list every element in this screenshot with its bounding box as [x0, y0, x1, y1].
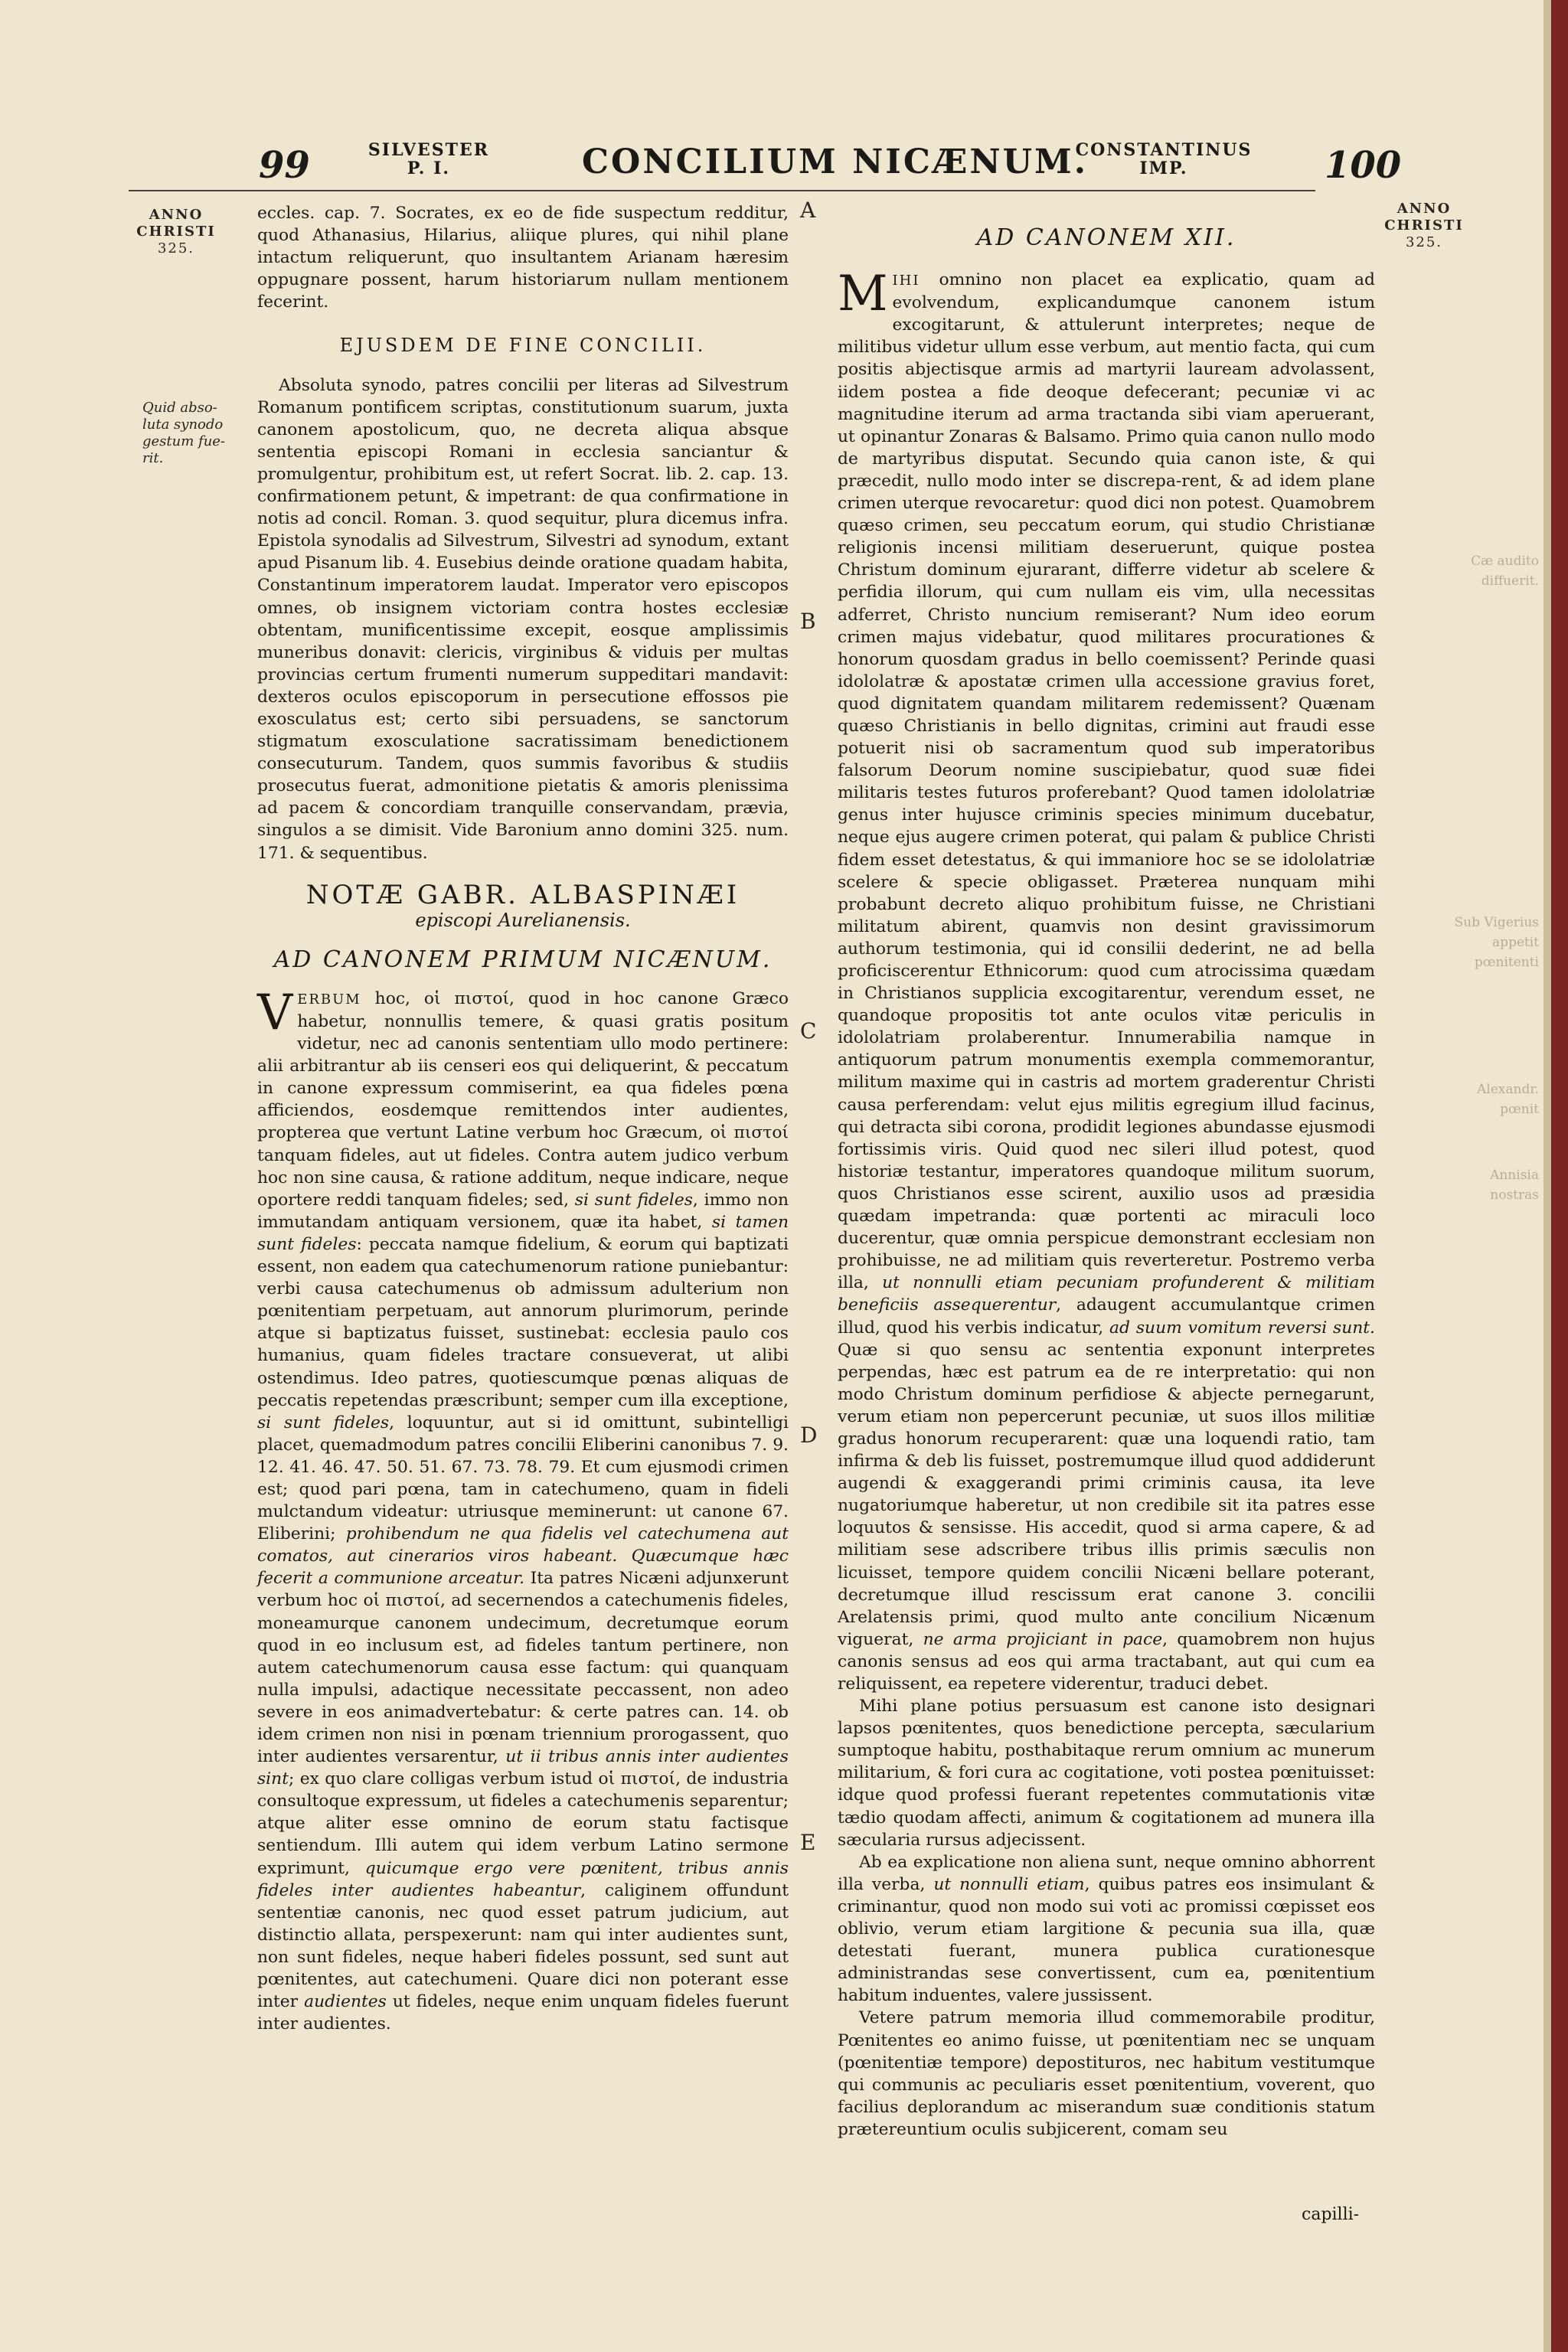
- canon-xii-paragraph-3: [838, 1851, 1375, 2007]
- section-letter-b: B: [800, 609, 816, 634]
- canon-xii-paragraph-1: [838, 266, 1375, 1695]
- italic-run: si tamen sunt fideles: [257, 1212, 789, 1254]
- text-run: , adaugent accumulantque crimen illud, quod his verbis indicatur,: [838, 1295, 1375, 1338]
- italic-run: si sunt fideles: [574, 1190, 693, 1210]
- notes-subheading: episcopi Aurelianensis.: [415, 909, 631, 931]
- section-heading: EJUSDEM DE FINE CONCILII.: [339, 335, 707, 357]
- text-run: , immo non immutandam antiquam versionem, quæ ita habet,: [257, 1190, 789, 1232]
- section-paragraph: Absoluta synodo, patres concilii per literas ad Silvestrum Romanum pontificem scriptas, constitutionum suarum, juxta canonem apostolicum, quo, ne decreta aliqua absque sententia episcopi Romani in ecclesia sanciantur & promulgentur, prohibitum est, ut refert Socrat. lib. 2. cap. 13. confirmationem petunt, & impetrant: de qua confirmatione in notis ad concil. Roman. 3. quod sequitur, plura dicemus infra. Epistola synodalis ad Silvestrum, Silvestri ad synodum, extant apud Pisanum lib. 4. Eusebius deinde oratione quadam habita, Constantinum imperatorem laudat. Imperator vero episcopos omnes, ob insignem victoriam contra hostes ecclesiæ obtentam, munificentissime excepit, eosque amplissimis muneribus donavit: clericis, virginibus & viduis per multas provincias certum frumenti numerum suppeditari mandavit: dexteros oculos episcoporum in persecutione effossos pie exosculatus est; certo sibi persuadens, se sanctorum stigmatum exosculatione sacratissimam benedictionem consecuturum. Tandem, quos summis favoribus & studiis prosecutus fuerat, admonitione pietatis & amoris plenissima ad pacem & concordiam tranquille conservandam, prævia, singulos a se dimisit. Vide Baronium anno domini 325. num. 171. & sequentibus.: [257, 375, 789, 863]
- left-column: [257, 202, 789, 2035]
- text-run: : peccata namque fidelium, & eorum qui baptizati essent, non eadem qua catechumenorum ratione puniebantur: verbi causa catechumenus ob admissum adulterium non pœnitentiam perpetuam, aut annorum plurimorum, perinde atque si baptizatus fuisset, sustinebat: ecclesia paulo cos humanius, quam fideles tractare consueverat, ut alibi ostendimus. Ideo patres, quotiescumque pœnas aliquas de peccatis repetendas præscribunt; semper cum illa exceptione,: [257, 1234, 789, 1410]
- italic-run: audientes: [304, 1992, 387, 2012]
- left-page-number: 99: [259, 144, 310, 187]
- italic-run: prohibendum ne qua fidelis vel catechumena aut comatos, aut cinerarios viros habeant. Quæcumque hæc fecerit a communione arceatur.: [257, 1524, 789, 1589]
- section-letter-c: C: [800, 1018, 817, 1044]
- text-run: Ita patres Nicæni adjunxerunt verbum hoc οἱ πιστοί, ad secernendos a catechumenis fideles, moneamurque canonem undecimum, decretumque eorum quod in eo inclusum est, ad fideles tantum pertinere, non autem catechumenorum causa esse factum: qui quanquam nulla impulsi, adactique necessitate peccassent, non adeo severe in eos animadvertebatur: & certe patres can. 14. ob idem crimen non nisi in pœnam triennium prorogassent, quo inter audientes versarentur,: [257, 1569, 789, 1767]
- text-run: ; ex quo clare colligas verbum istud οἱ πιστοί, de industria consultoque expressum, ut fideles a catechumenis separentur; atque aliter esse omnino de eorum statu factisque sentiendum. Illi autem qui idem verbum Latino sermone exprimunt,: [257, 1769, 789, 1878]
- left-year-margin: ANNO CHRISTI 325.: [136, 207, 216, 256]
- book-edge: [1544, 0, 1568, 2352]
- right-year-margin: ANNO CHRISTI 325.: [1384, 201, 1464, 250]
- catchword: capilli-: [1302, 2205, 1360, 2224]
- canon-paragraph: [257, 984, 789, 2035]
- right-running-head: CONSTANTINUS IMP.: [1075, 140, 1253, 178]
- italic-run: ad suum vomitum reversi sunt.: [1109, 1318, 1375, 1338]
- canon-heading: AD CANONEM PRIMUM NICÆNUM.: [273, 946, 773, 973]
- bleed-through-text: Cæ audito diffuerit. Sub Vigerius appetit pœnitenti Alexandr. pœnit Annisia nostras: [1454, 554, 1539, 1203]
- canon-xii-heading: AD CANONEM XII.: [976, 224, 1236, 251]
- lead-word: ERBUM: [297, 991, 361, 1008]
- canon-xii-paragraph-4: Vetere patrum memoria illud commemorabile proditur, Pœnitentes eo animo fuisse, ut pœnitentiam nec se unquam (pœnitentiæ tempore) depostituros, nec habitum vestitumque qui communis ac peculiaris esset pœnitentium, voverent, quo facilius deplorandum ac miserandum suæ conditionis statum prætereuntium oculis subjicerent, comam seu: [838, 2008, 1375, 2139]
- italic-run: ut ii tribus annis inter audientes sint: [257, 1747, 789, 1789]
- intro-paragraph: eccles. cap. 7. Socrates, ex eo de fide suspectum redditur, quod Athanasius, Hilarius, aliique plures, qui nihil plane intactum reliquerunt, quo insultantem Arianam hæresim oppugnare possent, harum historiarum nullam mentionem fecerint.: [257, 204, 789, 312]
- header-rule: [129, 190, 1315, 191]
- margin-note: Quid abso- luta synodo gestum fue- rit.: [142, 400, 226, 466]
- right-column: [838, 224, 1376, 2141]
- dropcap: V: [257, 984, 293, 1041]
- text-run: omnino non placet ea explicatio, quam ad evolvendum, explicandumque canonem istum excogitarunt, & attulerunt interpretes; neque de militibus videtur ullum esse verbum, aut mentio facta, qui cum positis abjectisque armis ad martyrii lauream advolassent, iidem postea a fide deoque defecerant; pecuniæ vi ac magnitudine iterum ad arma tractanda sibi viam aperuerant, ut opinantur Zonaras & Balsamo. Primo quia canon nullo modo de martyribus disputat. Secundo quia canon iste, & qui præcedit, nullo modo inter se discrepa-rent, & ad idem plane crimen uterque revocaretur: quod dici non potest. Quamobrem quæso crimen, seu peccatum eorum, qui studio Christianæ religionis incensi militiam deseruerunt, quique postea Christum dominum ejurarant, differre videtur ab scelere & perfidia illorum, qui cum nullam eis vim, ulla necessitas adferret, Christo nuncium remiserant? Num ideo eorum crimen majus videbatur, quod militares procurationes & honorum quosdam gradus in bello coemissent? Perinde quasi idololatræ & apostatæ crimen ulla accessione gravius foret, quod dignitatem quandam militarem redemissent? Quænam quæso Christianis in bello dignitas, crimini aut fraudi esse potuerit nisi ob sacramentum quod sub imperatoribus falsorum Deorum nomine suscipiebatur, quod suæ fidei militaris testes futuros proferebant? Quod tamen idololatriæ genus inter hujusce criminis species minimum ducebatur, neque ejus augere crimen poterat, qui palam & publice Christi fidem esset detestatus, & qui immaniore hoc se se idololatriæ scelere & specie obligasset. Præterea nunquam mihi probabunt decreto aliquo prohibitum fuisse, ne Christiani militatum abirent, quamvis non desint gravissimorum authorum testimonia, qui id consilii dederint, ne ad bella proficiscerentur Ethnicorum: quod cum atrocissima quædam in Christianos supplicia excogitarentur, verendum esset, ne quandoque propositis tot ante oculos vitæ periculis in idololatriam prolaberentur. Innumerabilia namque in antiquorum patrum monumentis exempla commemorantur, militum maxime qui in castris ad mortem graderentur Christi causa perferendam: velut ejus militis egregium illud facinus, qui detracta sibi corona, prodidit legiones abundasse ejusmodi fortissimis viris. Quid quod nec sileri illud potest, quod historiæ testantur, imperatores quandoque militum suorum, quos Christianos esse scirent, auxilio usos ad præsidia quædam impetranda: quæ portenti ac miraculi loco ducerentur, quæ omnia perspicue demonstrant ecclesiam non prohibuisse, ne ad militiam quis reverteretur. Postremo verba illa,: [838, 270, 1375, 1293]
- dropcap: M: [838, 266, 888, 323]
- text-run: , quamobrem non hujus canonis sensus ad eos qui arma tractabant, aut qui cum ea reliquissent, ea repetere viderentur, traduci debet.: [838, 1629, 1375, 1694]
- text-run: hoc, οἱ πιστοί, quod in hoc canone Græco habetur, nonnullis temere, & quasi gratis positum videtur, nec ad canonis sententiam ullo modo pertinere: alii arbitrantur ab iis censeri eos qui deliquerint, & peccatum in canone expressum commiserint, ea qua fideles pœna afficiendos, eosdemque remittendos inter audientes, propterea que vertunt Latine verbum hoc Græcum, οἱ πιστοί tanquam fideles, aut ut fideles. Contra autem judico verbum hoc non sine causa, & ratione additum, neque indicare, neque oportere reddi tanquam fideles; sed,: [257, 988, 789, 1210]
- text-run: Ab ea explicatione non aliena sunt, neque omnino abhorrent illa verba,: [838, 1852, 1375, 1894]
- italic-run: ut nonnulli etiam: [933, 1874, 1085, 1894]
- right-page-number: 100: [1325, 144, 1402, 187]
- text-run: Quæ si quo sensu ac sententia exponunt interpretes perpendas, hæc est patrum ea de re interpretatio: qui non modo Christum dominum perfidiose & abjecte pernegarunt, verum etiam non pepercerunt pecuniæ, ut suos illos militiæ gradus honorum recuperarent: quæ una loquendi ratio, tam infirma & deb lis fuisset, postremumque illud quod addiderunt augendi & exaggerandi primi criminis causa, ita leve nugatoriumque haberetur, ut non credibile sit ita patres esse loquutos & sensisse. His accedit, quod si arma capere, & ad militiam sese adscribere tribus illis primis sæculis non licuisset, tempore quidem concilii Nicæni bellare poterant, decretumque illud rescissum erat canone 3. concilii Arelatensis primi, quod multo ante concilium Nicænum viguerat,: [838, 1340, 1375, 1649]
- section-letter-e: E: [800, 1830, 816, 1855]
- section-letter-d: D: [800, 1423, 818, 1448]
- left-running-head: SILVESTER P. I.: [368, 140, 490, 178]
- text-run: , loquuntur, aut si id omittunt, subintelligi placet, quemadmodum patres concilii Eliberini canonibus 7. 9. 12. 41. 46. 47. 50. 51. 67. 73. 78. 79. Et cum ejusmodi crimen est; quod pari pœna, tam in catechumeno, quam in fideli mulctandum videatur: utriusque meminerunt: ut canone 67. Eliberini;: [257, 1413, 789, 1544]
- lead-word: IHI: [892, 273, 920, 289]
- italic-run: quicumque ergo vere pœnitent, tribus annis fideles inter audientes habeantur: [257, 1858, 789, 1900]
- text-run: , caliginem offundunt sententiæ canonis, nec quod esset patrum judicium, aut distinctio allata, perspexerunt: nam qui inter audientes sunt, non sunt fideles, neque haberi fideles possunt, sed sunt aut pœnitentes, aut catechumeni. Quare dici non poterant esse inter: [257, 1880, 789, 2012]
- page-title: CONCILIUM NICÆNUM.: [582, 142, 1089, 181]
- canon-xii-paragraph-2: Mihi plane potius persuasum est canone isto designari lapsos pœnitentes, quos benedictione percepta, sæcularium sumptoque habitu, posthabitaque rerum omnium ac munerum militarium, & fori cura ac cogitatione, voti postea pœnituisset: idque quod professi fuerant repetentes commutationis vitæ tædio quodam affecti, animum & cogitationem ad munera illa sæcularia rursus adjecissent.: [838, 1697, 1375, 1850]
- section-letter-a: A: [800, 198, 816, 223]
- notes-heading: NOTÆ GABR. ALBASPINÆI: [305, 879, 740, 910]
- italic-run: si sunt fideles: [257, 1413, 390, 1432]
- italic-run: ne arma projiciant in pace: [923, 1629, 1163, 1649]
- italic-run: ut nonnulli etiam pecuniam profunderent & militiam beneficiis assequerentur: [838, 1273, 1375, 1315]
- text-run: ut fideles, neque enim unquam fideles fuerunt inter audientes.: [257, 1992, 789, 2034]
- text-run: , quibus patres eos insimulant & criminantur, quod non modo sui voti ac promissi cœpisset eos oblivio, verum etiam largitione & pecunia sua illa, quæ detestati fuerant, munera publica curationesque administrandas sese convertissent, cum ea, pœnitentium habitum induentes, valere jussissent.: [838, 1874, 1376, 2006]
